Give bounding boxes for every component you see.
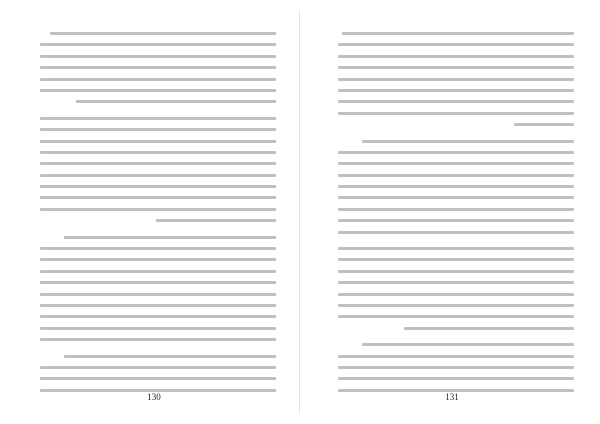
text-line-ink bbox=[40, 338, 276, 341]
text-line-ink bbox=[40, 281, 276, 284]
text-line bbox=[330, 158, 574, 169]
text-line bbox=[32, 311, 276, 322]
text-line-ink bbox=[76, 100, 276, 103]
text-line-ink bbox=[338, 304, 574, 307]
text-line-ink bbox=[338, 231, 574, 234]
text-line-ink bbox=[338, 78, 574, 81]
text-line bbox=[32, 124, 276, 135]
text-line-ink bbox=[338, 315, 574, 318]
text-line bbox=[32, 289, 276, 300]
text-line-ink bbox=[40, 55, 276, 58]
text-line-ink bbox=[40, 196, 276, 199]
text-line-ink bbox=[40, 43, 276, 46]
text-line bbox=[330, 227, 574, 238]
text-line bbox=[32, 181, 276, 192]
text-line bbox=[32, 85, 276, 96]
text-line-ink bbox=[40, 315, 276, 318]
text-line bbox=[330, 62, 574, 73]
text-line bbox=[32, 28, 276, 39]
text-line-ink bbox=[338, 196, 574, 199]
text-line-ink bbox=[404, 327, 574, 330]
text-line bbox=[330, 136, 574, 147]
text-line bbox=[32, 192, 276, 203]
text-line-ink bbox=[40, 128, 276, 131]
text-line-ink bbox=[40, 151, 276, 154]
text-line-ink bbox=[338, 355, 574, 358]
text-line bbox=[330, 243, 574, 254]
text-line bbox=[32, 39, 276, 50]
text-line-ink bbox=[338, 293, 574, 296]
text-line-ink bbox=[40, 247, 276, 250]
text-line bbox=[32, 136, 276, 147]
text-line-ink bbox=[362, 140, 574, 143]
text-line-ink bbox=[338, 208, 574, 211]
text-line-ink bbox=[338, 174, 574, 177]
text-line-ink bbox=[156, 219, 276, 222]
text-line-ink bbox=[338, 185, 574, 188]
text-line-ink bbox=[40, 293, 276, 296]
text-line bbox=[330, 28, 574, 39]
text-line bbox=[330, 74, 574, 85]
text-line-ink bbox=[40, 304, 276, 307]
text-line-ink bbox=[338, 151, 574, 154]
text-line bbox=[330, 147, 574, 158]
text-line-ink bbox=[40, 270, 276, 273]
text-line-ink bbox=[338, 66, 574, 69]
left-page-body bbox=[32, 28, 276, 396]
text-line bbox=[32, 277, 276, 288]
text-line bbox=[330, 96, 574, 107]
text-line bbox=[330, 170, 574, 181]
text-line-ink bbox=[40, 377, 276, 380]
text-line-ink bbox=[40, 78, 276, 81]
text-line bbox=[330, 339, 574, 350]
text-line-ink bbox=[40, 174, 276, 177]
text-line bbox=[330, 204, 574, 215]
text-line-ink bbox=[40, 117, 276, 120]
text-line bbox=[330, 215, 574, 226]
text-line-ink bbox=[338, 258, 574, 261]
text-line-ink bbox=[338, 270, 574, 273]
text-line bbox=[330, 181, 574, 192]
text-line bbox=[32, 323, 276, 334]
text-line bbox=[32, 170, 276, 181]
text-line bbox=[32, 74, 276, 85]
text-line bbox=[330, 254, 574, 265]
text-line bbox=[32, 373, 276, 384]
text-line-ink bbox=[338, 100, 574, 103]
text-line-ink bbox=[514, 123, 574, 126]
text-line-ink bbox=[338, 112, 574, 115]
text-line-ink bbox=[338, 377, 574, 380]
text-line-ink bbox=[40, 258, 276, 261]
text-line bbox=[32, 51, 276, 62]
text-line bbox=[32, 158, 276, 169]
text-line bbox=[330, 192, 574, 203]
right-page-body bbox=[330, 28, 574, 396]
text-line bbox=[330, 39, 574, 50]
text-line-ink bbox=[362, 343, 574, 346]
text-line-ink bbox=[338, 219, 574, 222]
text-line-ink bbox=[338, 89, 574, 92]
text-line-ink bbox=[342, 32, 574, 35]
text-line-ink bbox=[40, 162, 276, 165]
text-line bbox=[330, 85, 574, 96]
text-line bbox=[330, 277, 574, 288]
text-line-ink bbox=[64, 236, 276, 239]
text-line-ink bbox=[64, 355, 276, 358]
text-line bbox=[330, 362, 574, 373]
text-line bbox=[32, 266, 276, 277]
text-line bbox=[32, 300, 276, 311]
text-line-ink bbox=[338, 43, 574, 46]
text-line bbox=[32, 232, 276, 243]
text-line bbox=[32, 113, 276, 124]
text-line bbox=[32, 62, 276, 73]
text-line bbox=[32, 215, 276, 226]
text-line bbox=[32, 96, 276, 107]
text-line bbox=[330, 266, 574, 277]
text-line-ink bbox=[338, 55, 574, 58]
text-line-ink bbox=[40, 327, 276, 330]
left-page-number: 130 bbox=[147, 392, 161, 402]
text-line bbox=[32, 334, 276, 345]
text-line-ink bbox=[40, 66, 276, 69]
text-line-ink bbox=[50, 32, 276, 35]
text-line bbox=[330, 51, 574, 62]
text-line bbox=[330, 323, 574, 334]
right-page-number: 131 bbox=[445, 392, 459, 402]
text-line bbox=[330, 311, 574, 322]
text-line-ink bbox=[338, 366, 574, 369]
right-page bbox=[330, 28, 574, 390]
text-line-ink bbox=[40, 140, 276, 143]
text-line-ink bbox=[40, 185, 276, 188]
text-line-ink bbox=[40, 89, 276, 92]
text-line bbox=[330, 373, 574, 384]
text-line bbox=[32, 243, 276, 254]
text-line-ink bbox=[338, 247, 574, 250]
text-line-ink bbox=[338, 162, 574, 165]
book-gutter bbox=[299, 10, 300, 414]
text-line bbox=[330, 289, 574, 300]
text-line bbox=[330, 119, 574, 130]
text-line-ink bbox=[338, 281, 574, 284]
text-line bbox=[330, 351, 574, 362]
text-line bbox=[330, 108, 574, 119]
left-page bbox=[32, 28, 276, 390]
text-line bbox=[32, 254, 276, 265]
text-line-ink bbox=[40, 366, 276, 369]
text-line-ink bbox=[40, 208, 276, 211]
text-line bbox=[32, 147, 276, 158]
text-line bbox=[32, 362, 276, 373]
text-line bbox=[330, 300, 574, 311]
text-line bbox=[32, 204, 276, 215]
text-line bbox=[32, 351, 276, 362]
